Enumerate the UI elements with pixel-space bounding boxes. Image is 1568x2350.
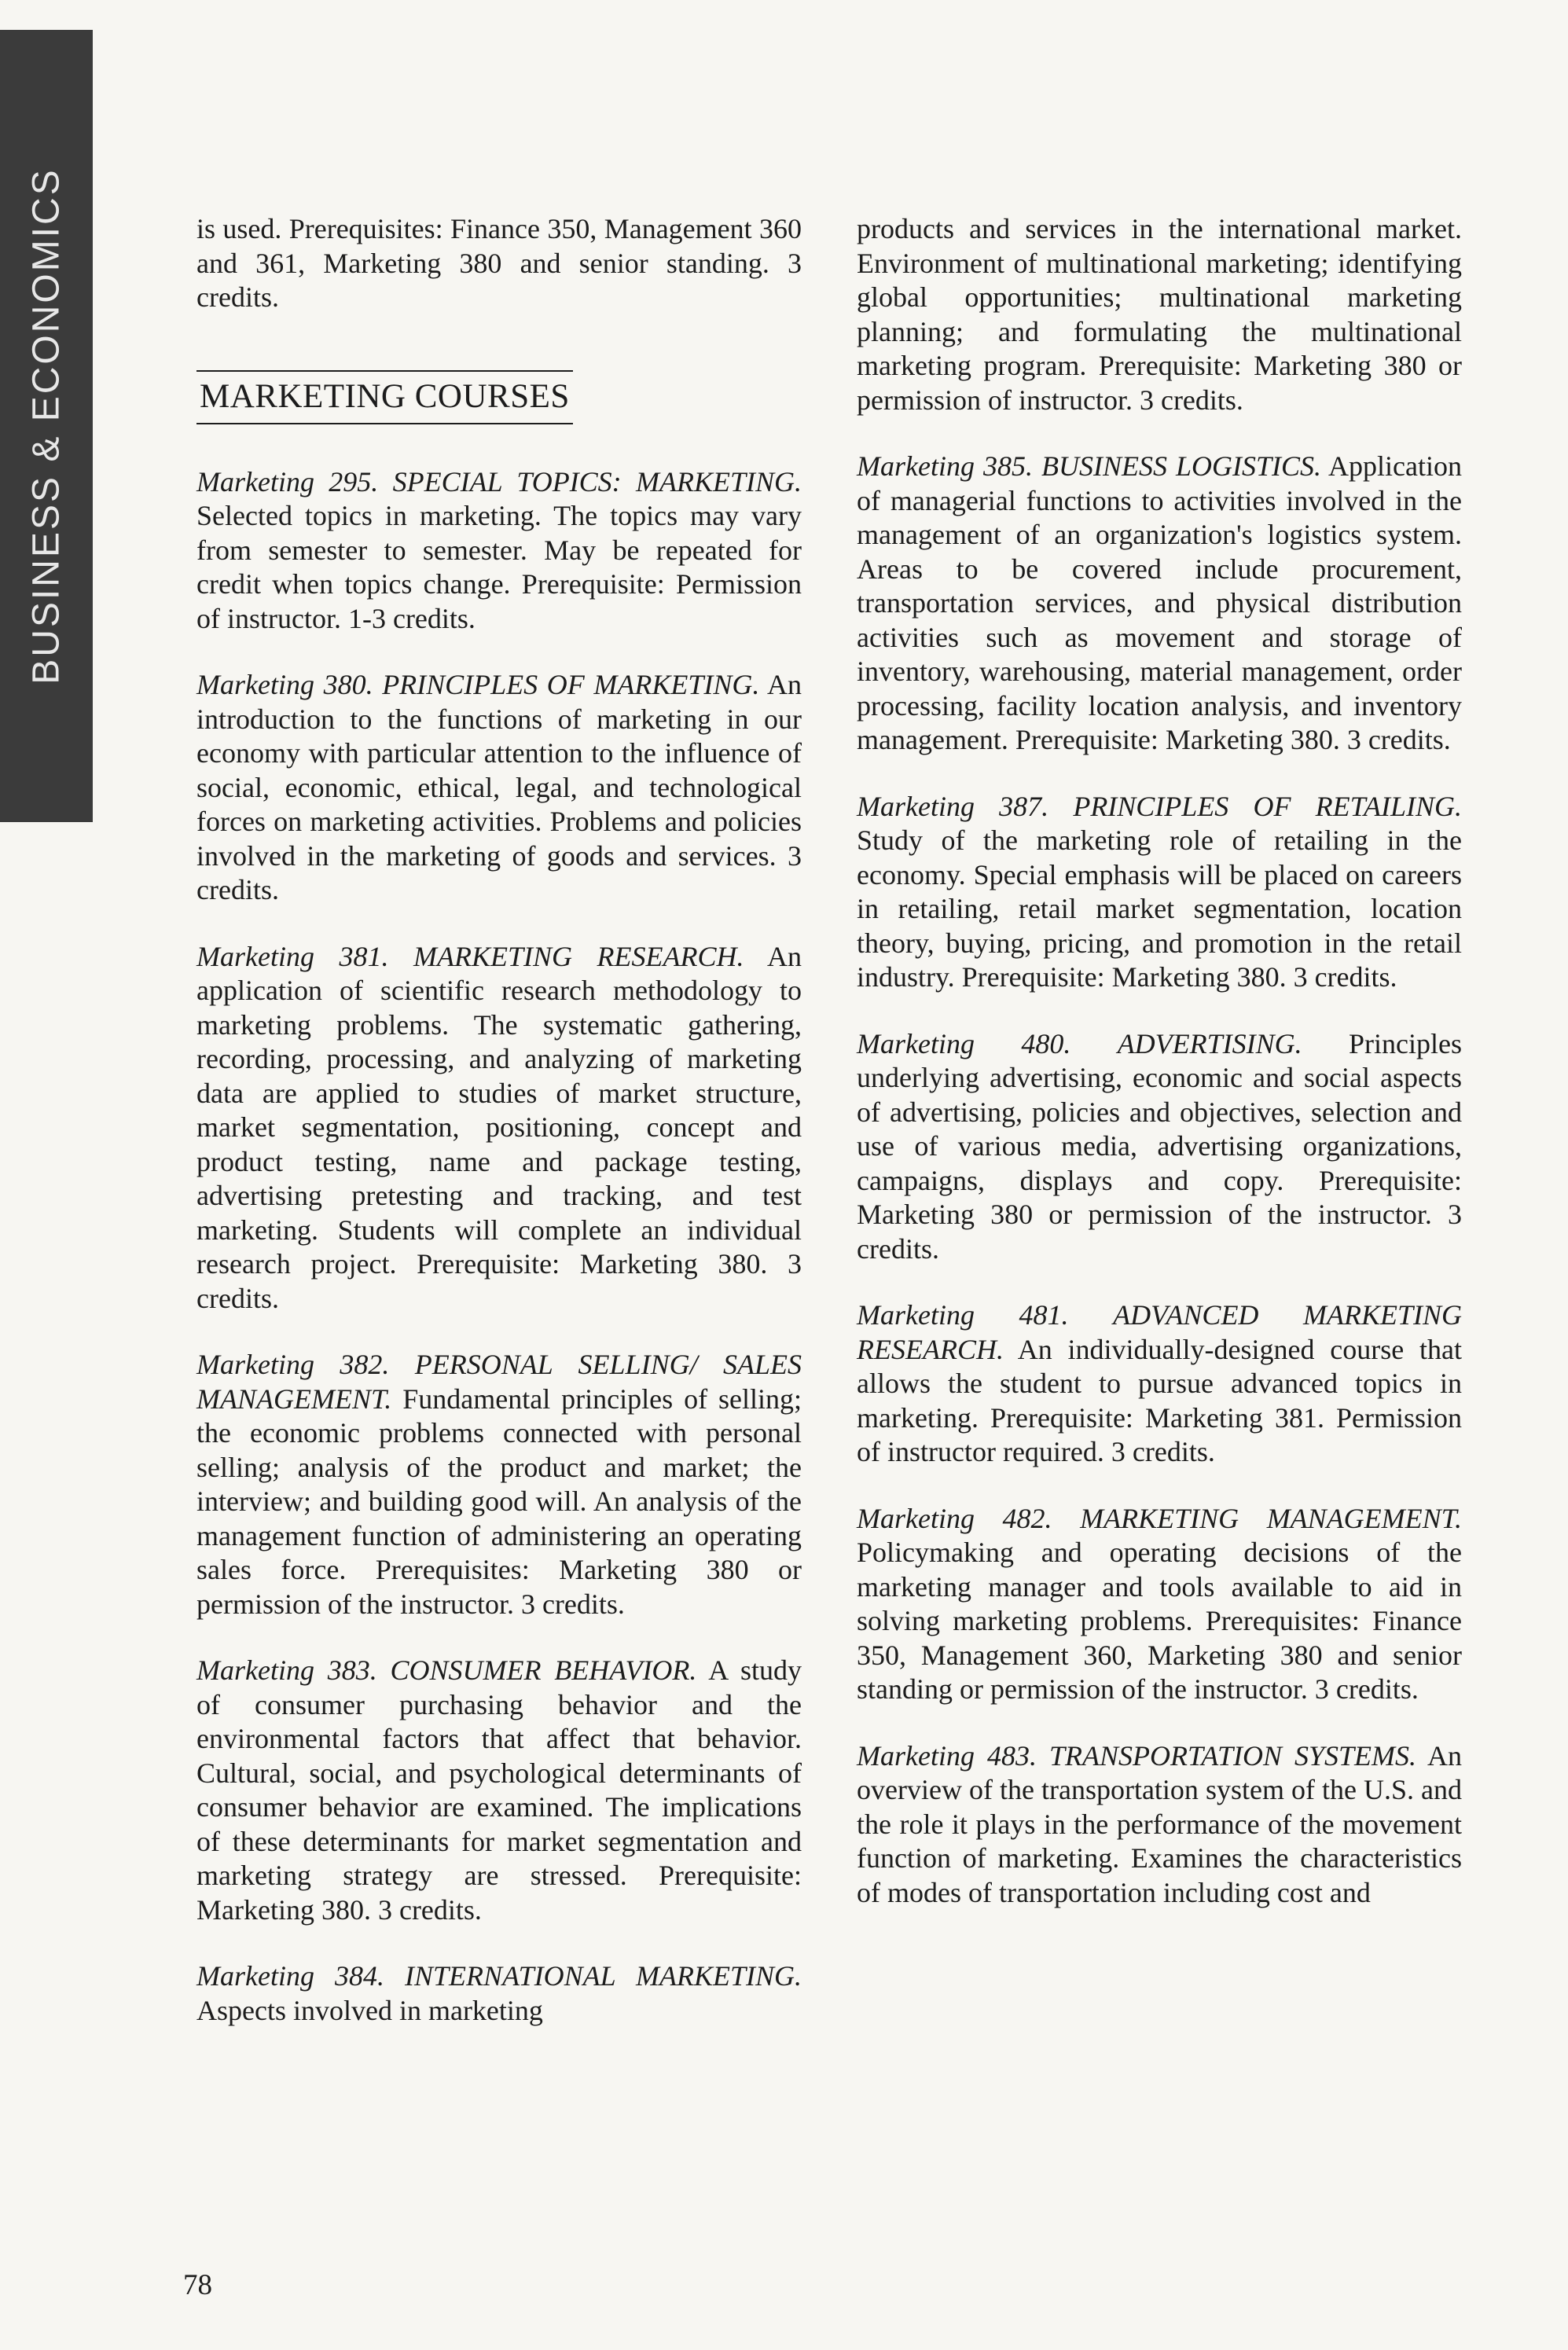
course-number: Marketing 480. xyxy=(857,1027,1071,1059)
course-number: Marketing 380. xyxy=(196,669,373,701)
course-title: INTERNATIONAL MARKETING. xyxy=(404,1960,802,1992)
course-description: Study of the marketing role of retailing in the economy. Special emphasis will be placed on careers in retailing, retail market segmentation, location theory, buying, pricing, and promotion in the retail industry. Prerequisite: Marketing 380. 3 credits. xyxy=(857,824,1462,993)
course-entry xyxy=(857,790,1462,995)
course-entry xyxy=(857,450,1462,758)
right-column xyxy=(857,212,1462,1942)
course-title: ADVERTISING. xyxy=(1117,1027,1302,1059)
page-number: 78 xyxy=(183,2269,212,2301)
continued-text: is used. Prerequisites: Finance 350, Management 360 and 361, Marketing 380 and senior standing. 3 credits. xyxy=(196,213,802,313)
course-title: BUSINESS LOGISTICS. xyxy=(1041,450,1321,482)
course-entry xyxy=(857,1739,1462,1911)
section-side-tab xyxy=(0,30,93,822)
left-column xyxy=(196,212,802,2060)
course-entry xyxy=(196,465,802,637)
course-number: Marketing 295. xyxy=(196,465,379,498)
course-title: PERSONAL SELLING/ SALES MANAGEMENT. xyxy=(196,1349,802,1415)
continued-text: products and services in the international market. Environment of multinational marketing; identifying global opportunities; multinational marketing planning; and formulating the multinational marketing program. Prerequisite: Marketing 380 or permission of instructor. 3 credits. xyxy=(857,213,1462,416)
course-description: An introduction to the functions of marketing in our economy with particular attention to the influence of social, economic, ethical, legal, and technological forces on marketing activities. Problems and policies involved in the marketing of goods and services. 3 credits. xyxy=(196,669,802,906)
course-title: MARKETING RESEARCH. xyxy=(413,940,744,972)
course-description: Application of managerial functions to activities involved in the management of an organization's logistics system. Areas to be covered include procurement, transportation services, and physical distribution activities such as movement and storage of inventory, warehousing, material management, order processing, facility location analysis, and inventory management. Prerequisite: Marketing 380. 3 credits. xyxy=(857,450,1462,755)
course-number: Marketing 483. xyxy=(857,1739,1037,1772)
course-title: TRANSPORTATION SYSTEMS. xyxy=(1048,1739,1416,1772)
course-title: CONSUMER BEHAVIOR. xyxy=(390,1654,697,1687)
course-number: Marketing 383. xyxy=(196,1654,377,1687)
course-description: Selected topics in marketing. The topics may vary from semester to semester. May be repeated for credit when topics change. Prerequisite: Permission of instructor. 1-3 credits. xyxy=(196,500,802,634)
course-entry xyxy=(857,1502,1462,1707)
course-entry xyxy=(196,1959,802,2028)
course-entry xyxy=(857,1298,1462,1470)
course-title: MARKETING MANAGEMENT. xyxy=(1080,1502,1462,1534)
course-entry xyxy=(196,1348,802,1621)
course-description: An application of scientific research methodology to marketing problems. The systematic gathering, recording, processing, and analyzing of marketing data are applied to studies of market structure, market segmentation, positioning, concept and product testing, name and package testing, advertising pretesting and tracking, and test marketing. Students will complete an individual research project. Prerequisite: Marketing 380. 3 credits. xyxy=(196,940,802,1314)
course-number: Marketing 381. xyxy=(196,940,389,972)
course-number: Marketing 384. xyxy=(196,1960,384,1992)
course-entry xyxy=(196,1654,802,1927)
course-title: PRINCIPLES OF MARKETING. xyxy=(382,669,760,701)
course-number: Marketing 387. xyxy=(857,790,1049,822)
section-side-tab-label: BUSINESS & ECONOMICS xyxy=(25,167,68,685)
section-heading: MARKETING COURSES xyxy=(196,370,573,424)
course-description: A study of consumer purchasing behavior and the environmental factors that affect that behavior. Cultural, social, and psychological determinants of consumer behavior are examined. The implications of these determinants for market segmentation and marketing strategy are stressed. Prerequisite: Marketing 380. 3 credits. xyxy=(196,1654,802,1926)
course-entry xyxy=(196,668,802,908)
course-number: Marketing 382. xyxy=(196,1349,390,1381)
course-description: An overview of the transportation system of the U.S. and the role it plays in the performance of the movement function of marketing. Examines the characteristics of modes of transportation including cost and xyxy=(857,1739,1462,1908)
course-number: Marketing 482. xyxy=(857,1502,1052,1534)
course-description: Fundamental principles of selling; the economic problems connected with personal selling; analysis of the product and market; the interview; and building good will. An analysis of the management function of administering an operating sales force. Prerequisites: Marketing 380 or permission of the instructor. 3 credits. xyxy=(196,1382,802,1620)
course-title: ADVANCED MARKETING RESEARCH. xyxy=(857,1299,1462,1365)
course-description: Policymaking and operating decisions of the marketing manager and tools available to aid in solving marketing problems. Prerequisites: Finance 350, Management 360, Marketing 380 and senior standing or permission of the instructor. 3 credits. xyxy=(857,1537,1462,1705)
course-entry xyxy=(857,1027,1462,1267)
course-description: Principles underlying advertising, economic and social aspects of advertising, policies and objectives, selection and use of various media, advertising organizations, campaigns, displays and copy. Prerequisite: Marketing 380 or permission of the instructor. 3 credits. xyxy=(857,1027,1462,1265)
course-title: SPECIAL TOPICS: MARKETING. xyxy=(392,465,802,498)
course-description: Aspects involved in marketing xyxy=(196,1994,543,2026)
course-number: Marketing 481. xyxy=(857,1299,1069,1331)
course-number: Marketing 385. xyxy=(857,450,1033,482)
course-entry xyxy=(196,940,802,1316)
course-title: PRINCIPLES OF RETAILING. xyxy=(1073,790,1462,822)
course-description: An individually-designed course that allows the student to pursue advanced topics in marketing. Prerequisite: Marketing 381. Permission of instructor required. 3 credits. xyxy=(857,1333,1462,1467)
